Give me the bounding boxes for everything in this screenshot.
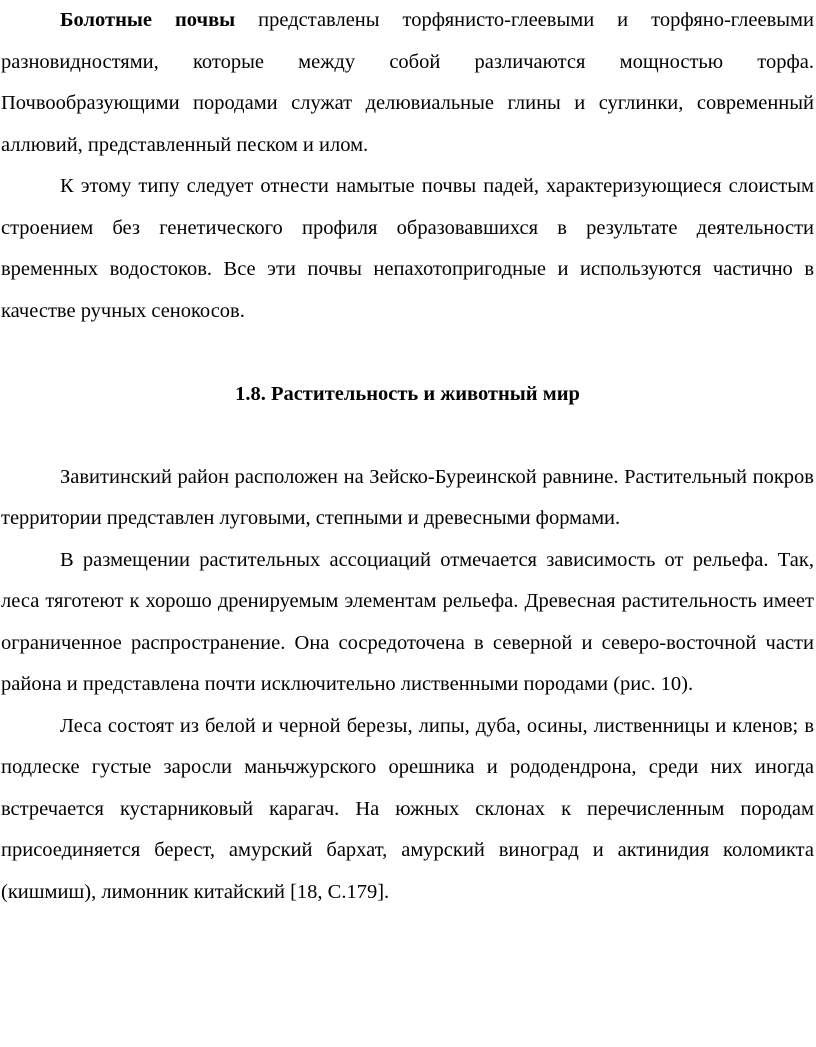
paragraph-forest-composition: Леса состоят из белой и черной березы, липы, дуба, осины, лиственницы и кленов; в подлеске густые заросли маньчжурского орешника и рододендрона, среди них иногда встречается кустарниковый карагач. На южных склонах к перечисленным породам присоединяется берест, амурский бархат, амурский виноград и актинидия коломикта (кишмиш), лимонник китайский [18, С.179]. [1,714,814,903]
paragraph-swamp-soils [1,0,814,166]
section-heading: 1.8. Растительность и животный мир [235,382,580,405]
spacer [1,332,814,374]
paragraph-vegetation-distribution: В размещении растительных ассоциаций отмечается зависимость от рельефа. Так, леса тяготеют к хорошо дренируемым элементам рельефа. Древесная растительность имеет ограниченное распространение. Она сосредоточена в северной и северо-восточной части района и представлена почти исключительно лиственными породами (рис. 10). [1,548,814,695]
paragraph-alluvial-soils: К этому типу следует отнести намытые почвы падей, характеризующиеся слоистым строением без генетического профиля образовавшихся в результате деятельности временных водостоков. Все эти почвы непахотопригодные и используются частично в качестве ручных сенокосов. [1,175,814,322]
spacer [1,415,814,457]
paragraph-district-location: Завитинский район расположен на Зейско-Буреинской равнине. Растительный покров территории представлен луговыми, степными и древесными формами. [1,465,814,529]
paragraph-swamp-soils-text: представлены торфянисто-глеевыми и торфяно-глеевыми разновидностями, которые между собой различаются мощностью торфа. Почвообразующими породами служат делювиальные глины и суглинки, современный аллювий, представленный песком и илом. [1,9,814,156]
term-swamp-soils: Болотные почвы [60,9,236,31]
